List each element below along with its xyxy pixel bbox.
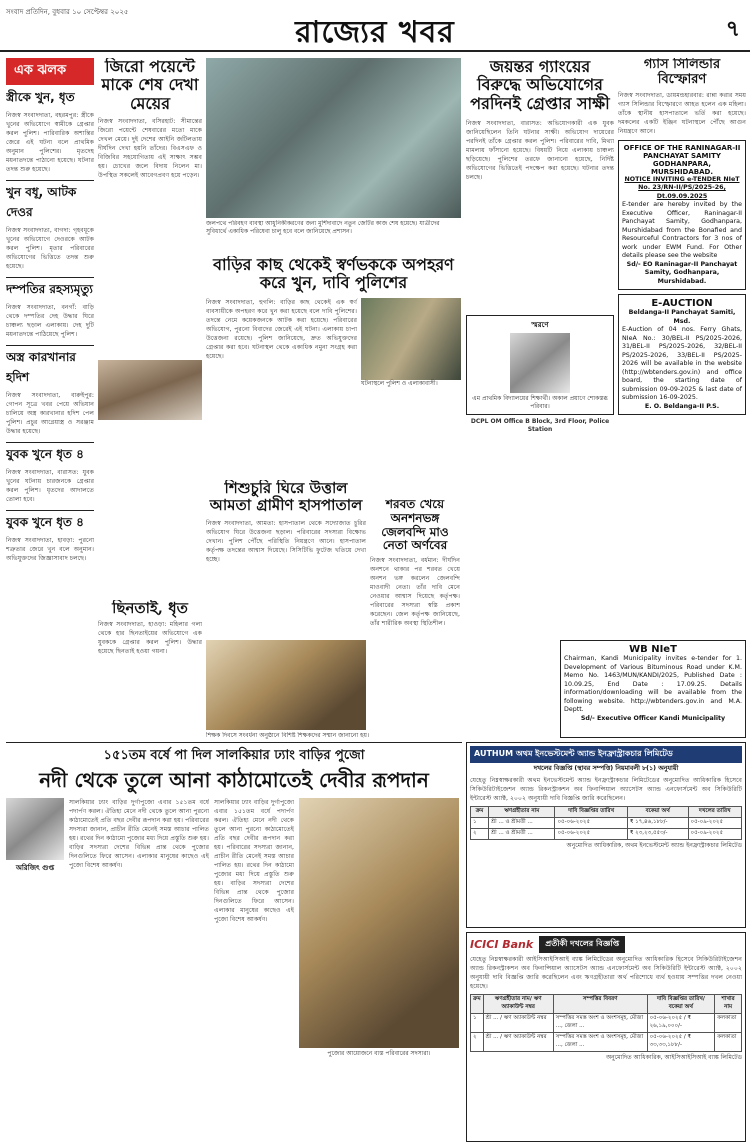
hunger-headline: শরবত খেয়ে অনশনভঙ্গ জেলবন্দি মাও নেতা অর্ণবের — [381, 498, 449, 553]
notice-signature: Sd/- Executive Officer Kandi Municipality — [580, 714, 726, 722]
kidnap-headline: বাড়ির কাছ থেকেই স্বর্ণভককে অপহরণ করে খুন, দাবি পুলিশের — [213, 256, 454, 293]
story-body: নিজস্ব সংবাদদাতা, বনগাঁ: বাড়ি থেকে দম্পতির দেহ উদ্ধার ঘিরে চাঞ্চল্য ছড়াল এলাকায়। দেহ দুটি ময়নাতদন্তে পাঠিয়েছে পুলিশ। — [6, 304, 94, 338]
hospital-body: নিজস্ব সংবাদদাতা, আমতা: হাসপাতাল থেকে সদ্যোজাত চুরির অভিযোগ ঘিরে উত্তেজনা ছড়াল। পরিবারের সদস্যরা বিক্ষোভ দেখান। পুলিশ পৌঁছে পরিস্থিতি নিয়ন্ত্রণে আনে। হাসপাতাল কর্তৃপক্ষ তদন্তের আশ্বাস দিয়েছে। সিসিটিভি ফুটেজ খতিয়ে দেখা হচ্ছে। — [206, 519, 366, 563]
dcpl-notice: DCPL OM Office B Block, 3rd Floor, Police Station — [470, 418, 610, 434]
authum-body: যেহেতু নিম্নস্বাক্ষরকারী অথম ইনভেস্টমেন্ট অ্যান্ড ইনফ্রাস্ট্রাকচার লিমিটেডের অনুমোদিত আধিকারিক হিসেবে সিকিউরিটাইজেশন অ্যান্ড রিকনস্ট্রাকশন অব ফিনান্সিয়াল অ্যাসেটস অ্যান্ড এনফোর্সমেন্ট অব সিকিউরিটি ইন্টারেস্ট অ্যাক্ট, ২০০২ অনুযায়ী দাবি বিজ্ঞপ্তি জারি করেছিলেন। — [470, 776, 742, 802]
gas-body: নিজস্ব সংবাদদাতা, ডায়মন্ডহারবার: রান্না করার সময় গ্যাস সিলিন্ডার বিস্ফোরণে আহত হলেন এক মহিলা। তাঁকে স্থানীয় হাসপাতালে ভর্তি করা হয়েছে। দমকলের একটি ইঞ্জিন ঘটনাস্থলে পৌঁছে আগুন নিয়ন্ত্রণে আনে। — [618, 91, 746, 135]
table-cell: শ্রী ... ও শ্রীমতী ... — [489, 817, 555, 828]
column-header: দখলের তারিখ — [688, 806, 741, 817]
notice-body: E-Auction of 04 nos. Ferry Ghats, NIeA No.: 30/BEL-II PS/2025-2026, 31/BEL-II PS/2025-2026, 32/BEL-II PS/2025-2026, 33/BEL-II PS/2025-2026 will be available in the website (http://wbtenders.gov.in) and office board, the starting date of submission 09-09-2025 & last date of submission 16-09-2025. — [622, 326, 742, 402]
zero-point-headline: জিরো পয়েন্টে মাকে শেষ দেখা মেয়ের — [101, 58, 199, 113]
table-header-row — [471, 995, 742, 1014]
table-cell: ০৫-০৬-২০২৫ — [555, 817, 627, 828]
divider — [6, 742, 462, 743]
notice-signature: Sd/- EO Raninagar-II Panchayat Samity, Godhanpara, Murshidabad. — [626, 260, 738, 285]
divider — [6, 277, 94, 278]
snatching-body: নিজস্ব সংবাদদাতা, হাওড়া: মহিলার গলা থেকে হার ছিনতাইয়ের অভিযোগে এক যুবককে গ্রেপ্তার করল পুলিশ। উদ্ধার হয়েছে ছিনতাই হওয়া গয়না। — [98, 621, 202, 656]
notice-signature: E. O. Beldanga-II P.S. — [644, 402, 720, 410]
jetty-photo — [206, 58, 461, 218]
authum-table — [470, 806, 742, 840]
puja-body-continued: সালকিয়ার ঢ্যাং বাড়ির দুর্গাপুজো এবার ১৫১তম বর্ষে পদার্পণ করল। ঐতিহ্য মেনে নদী থেকে তুলে আনা পুরনো কাঠামোতেই প্রতি বছর দেবীর রূপদান করা হয়। পরিবারের সদস্যরা জানান, প্রাচীন রীতি মেনেই সমস্ত আচার পালিত হয়। রথের দিন কাঠামো পুজোর মধ্য দিয়ে প্রস্তুতি শুরু হয়। বাড়ির সদস্যরা দেশের বিভিন্ন প্রান্ত থেকে পুজোর দিনগুলিতে ফিরে আসেন। এলাকার মানুষের কাছেও এই পুজো বিশেষ আকর্ষণ। — [214, 799, 294, 923]
notice-body: Chairman, Kandi Municipality invites e-tender for 1. Development of Various Bituminous Road under K.M. Memo No. 1463/MUN/KANDI/2025, Published Date : 10.09.25, End Date : 17.09.25. Details information/downloading will be available from the following website. http://wbtenders.gov.in and M.A. Deptt. — [564, 655, 742, 713]
notice-raninagar — [618, 140, 746, 291]
crowd-photo — [98, 360, 202, 420]
notice-body: E-tender are hereby invited by the Executive Officer, Raninagar-II Panchayat Samity, Godhanpara, Murshidabad from the Bonafied and Resourceful Contractors for 3 nos of work under EWM Fund. For Other details please see the website — [622, 201, 742, 260]
table-cell: ১ — [471, 1014, 484, 1033]
table-header-row — [471, 806, 742, 817]
table-cell: ₹ ২৩,২৩,৫৫৩/- — [627, 828, 688, 839]
zero-point-body: নিজস্ব সংবাদদাতা, বসিরহাট: সীমান্তের জিরো পয়েন্টে শেষবারের মতো মাকে দেখল মেয়ে। দুই দেশের আইনি জটিলতায় দীর্ঘদিন দেখা হয়নি তাঁদের। বিএসএফ ও বিজিবির সহযোগিতায় এই সাক্ষাৎ সম্ভব হয়। চোখের জলে বিদায় নিলেন মা। উপস্থিত সকলেই আবেগপ্রবণ হয়ে পড়েন। — [98, 118, 202, 180]
column-header: ঋণগ্রহীতার নাম — [489, 806, 555, 817]
icici-body: যেহেতু নিম্নস্বাক্ষরকারী আইসিআইসিআই ব্যাঙ্ক লিমিটেডের অনুমোদিত আধিকারিক হিসেবে সিকিউরিটাইজেশন অ্যান্ড রিকনস্ট্রাকশন অব ফিনান্সিয়াল অ্যাসেটস অ্যান্ড এনফোর্সমেন্ট অব সিকিউরিটি ইন্টারেস্ট অ্যাক্ট, ২০০২ অনুযায়ী দাবি বিজ্ঞপ্তি জারি করেছিলেন এবং ঋণগ্রহীতারা অর্থ পরিশোধে ব্যর্থ হওয়ায় সম্পত্তির দখল নেওয়া হয়েছে। — [470, 956, 742, 990]
authum-notice — [466, 742, 746, 928]
left-story — [6, 281, 94, 339]
puja-kicker: ১৫১তম বর্ষে পা দিল সালকিয়ার ঢ্যাং বাড়ির পুজো — [103, 748, 365, 763]
jayantar-body: নিজস্ব সংবাদদাতা, বারাসত: অভিযোগকারী এক যুবক জানিয়েছিলেন তিনি ঘটনার সাক্ষী। অভিযোগ দায়েরের পরদিনই তাঁকে গ্রেপ্তার করল পুলিশ। পরিবারের দাবি, মিথ্যা মামলায় ফাঁসানো হয়েছে। বিষয়টি নিয়ে এলাকায় চাঞ্চল্য ছড়িয়েছে। পুলিশের তরফে জানানো হয়েছে, নির্দিষ্ট অভিযোগের ভিত্তিতেই পদক্ষেপ করা হয়েছে। ঘটনার তদন্ত চলছে। — [466, 120, 614, 182]
section-title: রাজ্যের খবর — [295, 15, 455, 50]
story-headline: অস্ত্র কারখানার হদিশ — [6, 350, 76, 384]
left-story — [6, 446, 94, 504]
notice-subtitle: NOTICE INVITING e-TENDER NIeT No. 23/RN-II/PS/2025-26, Dt.09.09.2025 — [624, 175, 740, 200]
notice-title: OFFICE OF THE RANINAGAR-II PANCHAYAT SAMITY GODHANPARA, MURSHIDABAD. — [623, 143, 741, 176]
jetty-photo-caption: জলপথে পরিবহণ ব্যবস্থা আধুনিকীকরণের জন্য মুর্শিদাবাদে নতুন জেটির কাজ শেষ হয়েছে। যাত্রীদের সুবিধার্থে একাধিক পরিষেবা চালু হবে বলে জানিয়েছে প্রশাসন। — [206, 220, 440, 235]
page-header — [0, 0, 750, 52]
notice-title: WB NIeT — [629, 644, 677, 655]
left-column — [6, 58, 94, 698]
column-header: দাবি বিজ্ঞপ্তির তারিখ — [555, 806, 627, 817]
page-number: ৭ — [725, 17, 740, 42]
divider — [6, 180, 94, 181]
column-header: দাবি বিজ্ঞপ্তির তারিখ/ বকেয়া অর্থ — [647, 995, 715, 1014]
table-cell: ২ — [471, 828, 489, 839]
story-headline: স্ত্রীকে খুন, ধৃত — [6, 90, 75, 104]
table-cell: ০৫-০৬-২০২৫ / ₹ ২৬,১৯,০০০/- — [647, 1014, 715, 1033]
authum-signature: অনুমোদিত আধিকারিক, অথম ইনভেস্টমেন্ট অ্যান্ড ইনফ্রাস্ট্রাকচার লিমিটেড — [566, 841, 742, 849]
icici-notice — [466, 932, 746, 1142]
table-cell: কলকাতা — [715, 1033, 742, 1052]
story-headline: যুবক খুনে ধৃত ৪ — [6, 515, 84, 529]
column-header: বকেয়া অর্থ — [627, 806, 688, 817]
table-cell: সম্পত্তির সমস্ত অংশ ও অংশসমূহ, মৌজা ..., জেলা ... — [553, 1033, 647, 1052]
left-story — [6, 514, 94, 563]
puja-headline: নদী থেকে তুলে আনা কাঠামোতেই দেবীর রূপদান — [39, 768, 429, 792]
puja-byline: অরিজিৎ গুপ্ত — [15, 864, 55, 872]
honour-photo — [206, 640, 366, 730]
table-cell: কলকাতা — [715, 1014, 742, 1033]
jayantar-headline: জয়ন্তর গ্যাংয়ের বিরুদ্ধে অভিযোগের পরদিনই গ্রেপ্তার সাক্ষী — [470, 58, 610, 113]
icici-title: প্রতীকী দখলের বিজ্ঞপ্তি — [539, 936, 625, 953]
table-cell: শ্রী ... / ঋণ অ্যাকাউন্ট নম্বর — [483, 1014, 553, 1033]
table-row — [471, 1014, 742, 1033]
table-row — [471, 817, 742, 828]
left-story — [6, 349, 94, 436]
table-cell: ১ — [471, 817, 489, 828]
hunger-story — [370, 498, 460, 738]
memorial-caption: এম প্রাথমিক বিদ্যালয়ের শিক্ষার্থী। অকাল প্রয়াণে শোকস্তব্ধ পরিবার। — [472, 395, 608, 411]
divider — [6, 442, 94, 443]
table-cell: শ্রী ... / ঋণ অ্যাকাউন্ট নম্বর — [483, 1033, 553, 1052]
story-body: নিজস্ব সংবাদদাতা, বাগদা: গৃহবধূকে খুনের অভিযোগে দেওরকে আটক করল পুলিশ। মৃতার পরিবারের অভিযোগের ভিত্তিতে তদন্ত শুরু হয়েছে। — [6, 227, 94, 270]
notice-subtitle: Beldanga-II Panchayat Samiti, Msd. — [628, 309, 736, 325]
table-cell: সম্পত্তির সমস্ত অংশ ও অংশসমূহ, মৌজা ..., জেলা ... — [553, 1014, 647, 1033]
puja-photo — [299, 798, 459, 1048]
column-header: শাখার নাম — [715, 995, 742, 1014]
memorial-label: স্মরণে — [531, 321, 549, 330]
author-photo — [6, 798, 64, 860]
honour-caption: শিক্ষক দিবসে সংবর্ধনা অনুষ্ঠানে বিশিষ্ট শিক্ষকদের সম্মান জানানো হয়। — [206, 732, 369, 739]
notice-title: E-AUCTION — [651, 298, 713, 310]
kidnap-story — [206, 256, 461, 476]
table-cell: ০৫-০৬-২০২৫ / ₹ ৩৩,৩৩,১৮৮/- — [647, 1033, 715, 1052]
story-body: নিজস্ব সংবাদদাতা, বারাসত: যুবক খুনের ঘটনায় চারজনকে গ্রেপ্তার করল পুলিশ। ধৃতদের আদালতে তোলা হবে। — [6, 469, 94, 503]
story-body: নিজস্ব সংবাদদাতা, বহরমপুর: স্ত্রীকে খুনের অভিযোগে স্বামীকে গ্রেপ্তার করল পুলিশ। পারিবারিক অশান্তির জেরে এই ঘটনা বলে প্রাথমিক অনুমান পুলিশের। মৃতদেহ ময়নাতদন্তে পাঠানো হয়েছে। ঘটনার তদন্ত শুরু হয়েছে। — [6, 112, 94, 173]
puja-body: সালকিয়ার ঢ্যাং বাড়ির দুর্গাপুজো এবার ১৫১তম বর্ষে পদার্পণ করল। ঐতিহ্য মেনে নদী থেকে তুলে আনা পুরনো কাঠামোতেই প্রতি বছর দেবীর রূপদান করা হয়। পরিবারের সদস্যরা জানান, প্রাচীন রীতি মেনেই সমস্ত আচার পালিত হয়। রথের দিন কাঠামো পুজোর মধ্য দিয়ে প্রস্তুতি শুরু হয়। বাড়ির সদস্যরা দেশের বিভিন্ন প্রান্ত থেকে পুজোর দিনগুলিতে ফিরে আসেন। এলাকার মানুষের কাছেও এই পুজো বিশেষ আকর্ষণ। — [69, 799, 209, 869]
story-body: নিজস্ব সংবাদদাতা, হাবড়া: পুরনো শত্রুতার জেরে খুন বলে অনুমান। অভিযুক্তদের জিজ্ঞাসাবাদ চলছে। — [6, 537, 94, 562]
gas-headline: গ্যাস সিলিন্ডার বিস্ফোরণ — [643, 58, 721, 87]
memorial-box — [466, 315, 614, 415]
puja-photo-caption: পুজোর আয়োজনে ব্যস্ত পরিবারের সদস্যরা। — [327, 1050, 431, 1057]
authum-subtitle: দখলের বিজ্ঞপ্তি (স্থাবর সম্পত্তি) নিয়মাবলী ৮(১) অনুযায়ী — [533, 765, 679, 772]
column-header: ক্রম — [471, 995, 484, 1014]
icici-table — [470, 994, 742, 1052]
story-headline: দম্পতির রহস্যমৃত্যু — [6, 282, 93, 296]
notice-beldanga — [618, 294, 746, 415]
hospital-headline: শিশুচুরি ঘিরে উত্তাল আমতা গ্রামীণ হাসপাতাল — [209, 480, 363, 515]
child-photo — [510, 333, 570, 393]
kidnap-photo-caption: ঘটনাস্থলে পুলিশ ও এলাকাবাসী। — [361, 379, 438, 387]
hunger-body: নিজস্ব সংবাদদাতা, বর্ধমান: দীর্ঘদিন অনশনে থাকার পর শরবত খেয়ে অনশন ভঙ্গ করলেন জেলবন্দি মাওবাদী নেতা। তাঁর দাবি মেনে নেওয়ার আশ্বাস দিয়েছে কর্তৃপক্ষ। পরিবারের সদস্যরা স্বস্তি প্রকাশ করেছেন। জেল কর্তৃপক্ষ জানিয়েছে, তাঁর শারীরিক অবস্থা স্থিতিশীল। — [370, 557, 460, 628]
right-column — [618, 58, 746, 638]
column-header: সম্পত্তির বিবরণ — [553, 995, 647, 1014]
kidnap-photo — [361, 298, 461, 380]
story-headline: খুন বধূ, আটক দেওর — [6, 185, 77, 219]
authum-title: AUTHUM অথম ইনভেস্টমেন্ট অ্যান্ড ইনফ্রাস্ট্রাকচার লিমিটেড — [470, 746, 742, 763]
table-cell: ০৫-০৬-২০২৫ — [555, 828, 627, 839]
table-cell: ০৫-০৯-২০২৫ — [688, 828, 741, 839]
icici-signature: অনুমোদিত আধিকারিক, আইসিআইসিআই ব্যাঙ্ক লিমিটেড — [605, 1054, 742, 1061]
story-body: নিজস্ব সংবাদদাতা, বারুইপুর: গোপন সূত্রে খবর পেয়ে অভিযান চালিয়ে অস্ত্র কারখানার হদিশ পেল পুলিশ। প্রচুর আগ্নেয়াস্ত্র ও সরঞ্জাম উদ্ধার হয়েছে। — [6, 392, 94, 435]
snatching-headline: ছিনতাই, ধৃত — [112, 600, 188, 617]
puja-story — [6, 742, 462, 1142]
left-story — [6, 89, 94, 174]
jayantar-story — [466, 58, 614, 478]
divider — [6, 345, 94, 346]
column-header: ক্রম — [471, 806, 489, 817]
snatching-story — [98, 600, 202, 736]
table-row — [471, 1033, 742, 1052]
left-story — [6, 184, 94, 271]
table-row — [471, 828, 742, 839]
kidnap-body: নিজস্ব সংবাদদাতা, হুগলি: বাড়ির কাছ থেকেই এক স্বর্ণ ব্যবসায়ীকে অপহরণ করে খুন করা হয়েছে বলে দাবি পুলিশের। তদন্তে নেমে কয়েকজনকে আটক করা হয়েছে। পরিবারের অভিযোগ, পুরনো বিবাদের জেরেই এই ঘটনা। এলাকায় চাপা উত্তেজনা রয়েছে। পুলিশ জানিয়েছে, দ্রুত অভিযুক্তদের গ্রেপ্তার করা হবে। ঘটনাস্থল থেকে একাধিক নমুনা সংগ্রহ করা হয়েছে। — [206, 298, 357, 360]
table-cell: শ্রী ... ও শ্রীমতী ... — [489, 828, 555, 839]
table-cell: ₹ ১৭,৪৬,১৮৮/- — [627, 817, 688, 828]
column-header: ঋণগ্রহীতার নাম/ ঋণ অ্যাকাউন্ট নম্বর — [483, 995, 553, 1014]
table-cell: ২ — [471, 1033, 484, 1052]
divider — [6, 510, 94, 511]
date-line: সংবাদ প্রতিদিন, বুধবার ১০ সেপ্টেম্বর ২০২৫ — [6, 8, 129, 16]
ek-jholok-kicker: এক ঝলক — [6, 58, 94, 85]
table-cell: ০৫-০৯-২০২৫ — [688, 817, 741, 828]
icici-logo: ICICI Bank — [470, 938, 534, 951]
story-headline: যুবক খুনে ধৃত ৪ — [6, 447, 84, 461]
notice-kandi — [560, 640, 746, 738]
